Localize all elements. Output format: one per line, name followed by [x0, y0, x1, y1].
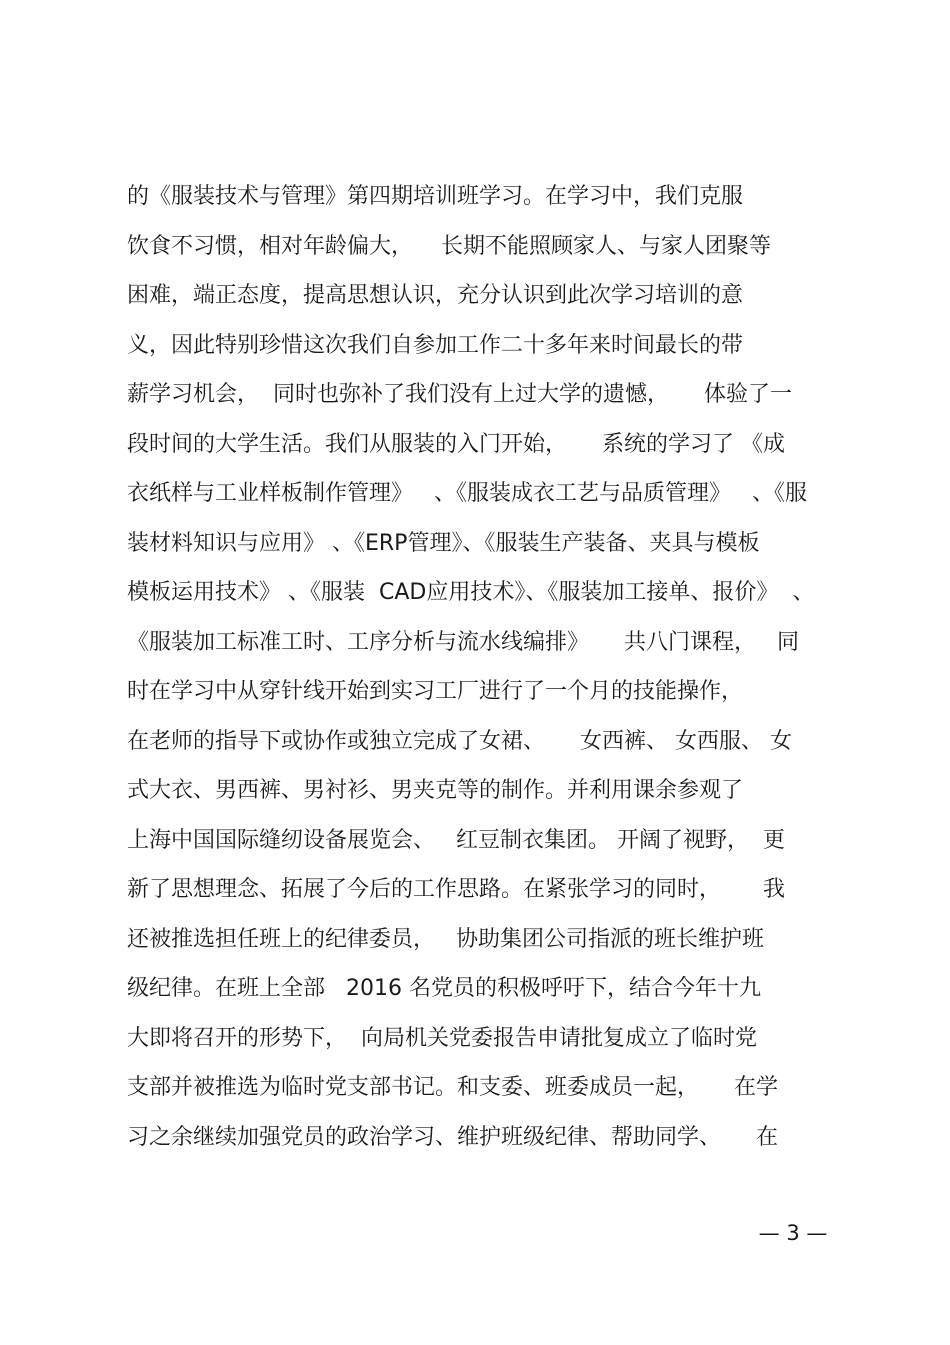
text-line: 《服装加工标准工时、工序分析与流水线编排》 共八门课程， 同: [127, 629, 799, 655]
text-line: 衣纸样与工业样板制作管理》 、《服装成衣工艺与品质管理》 、《服: [127, 481, 807, 506]
text-line: 饮食不习惯，相对年龄偏大， 长期不能照顾家人、与家人团聚等: [127, 233, 771, 259]
text-line: 习之余继续加强党员的政治学习、维护班级纪律、帮助同学、 在: [127, 1124, 778, 1150]
text-line: 新了思想理念、拓展了今后的工作思路。在紧张学习的同时， 我: [127, 877, 785, 902]
text-line: 级纪律。在班上全部 2016 名党员的积极呼吁下，结合今年十九: [127, 976, 761, 1001]
text-line: 大即将召开的形势下， 向局机关党委报告申请批复成立了临时党: [127, 1025, 757, 1051]
text-line: 式大衣、男西裤、男衬衫、男夹克等的制作。并利用课余参观了: [127, 778, 744, 803]
text-line: 在老师的指导下或协作或独立完成了女裙、 女西裤、 女西服、 女: [127, 728, 792, 754]
text-line: 时在学习中从穿针线开始到实习工厂进行了一个月的技能操作，: [127, 679, 744, 704]
text-line: 模板运用技术》 、《服装 CAD应用技术》、《服装加工接单、报价》 、: [127, 580, 815, 605]
text-line: 还被推选担任班上的纪律委员， 协助集团公司指派的班长维护班: [127, 926, 764, 952]
text-line: 薪学习机会， 同时也弥补了我们没有上过大学的遗憾， 体验了一: [127, 382, 792, 407]
text-line: 支部并被推选为临时党支部书记。和支委、班委成员一起， 在学: [127, 1075, 778, 1100]
body-text: [127, 172, 837, 1162]
page-number: — 3 —: [758, 1221, 828, 1245]
text-line: 上海中国国际缝纫设备展览会、 红豆制衣集团。 开阔了视野， 更: [127, 827, 785, 853]
text-line: 困难，端正态度，提高思想认识，充分认识到此次学习培训的意: [127, 283, 744, 308]
text-line: 的《服装技术与管理》第四期培训班学习。在学习中，我们克服: [127, 184, 744, 209]
text-line: 段时间的大学生活。我们从服装的入门开始， 系统的学习了 《成: [127, 431, 785, 457]
text-line: 装材料知识与应用》 、《ERP管理》、《服装生产装备、夹具与模板: [127, 530, 760, 556]
text-line: 义，因此特别珍惜这次我们自参加工作二十多年来时间最长的带: [127, 332, 744, 358]
